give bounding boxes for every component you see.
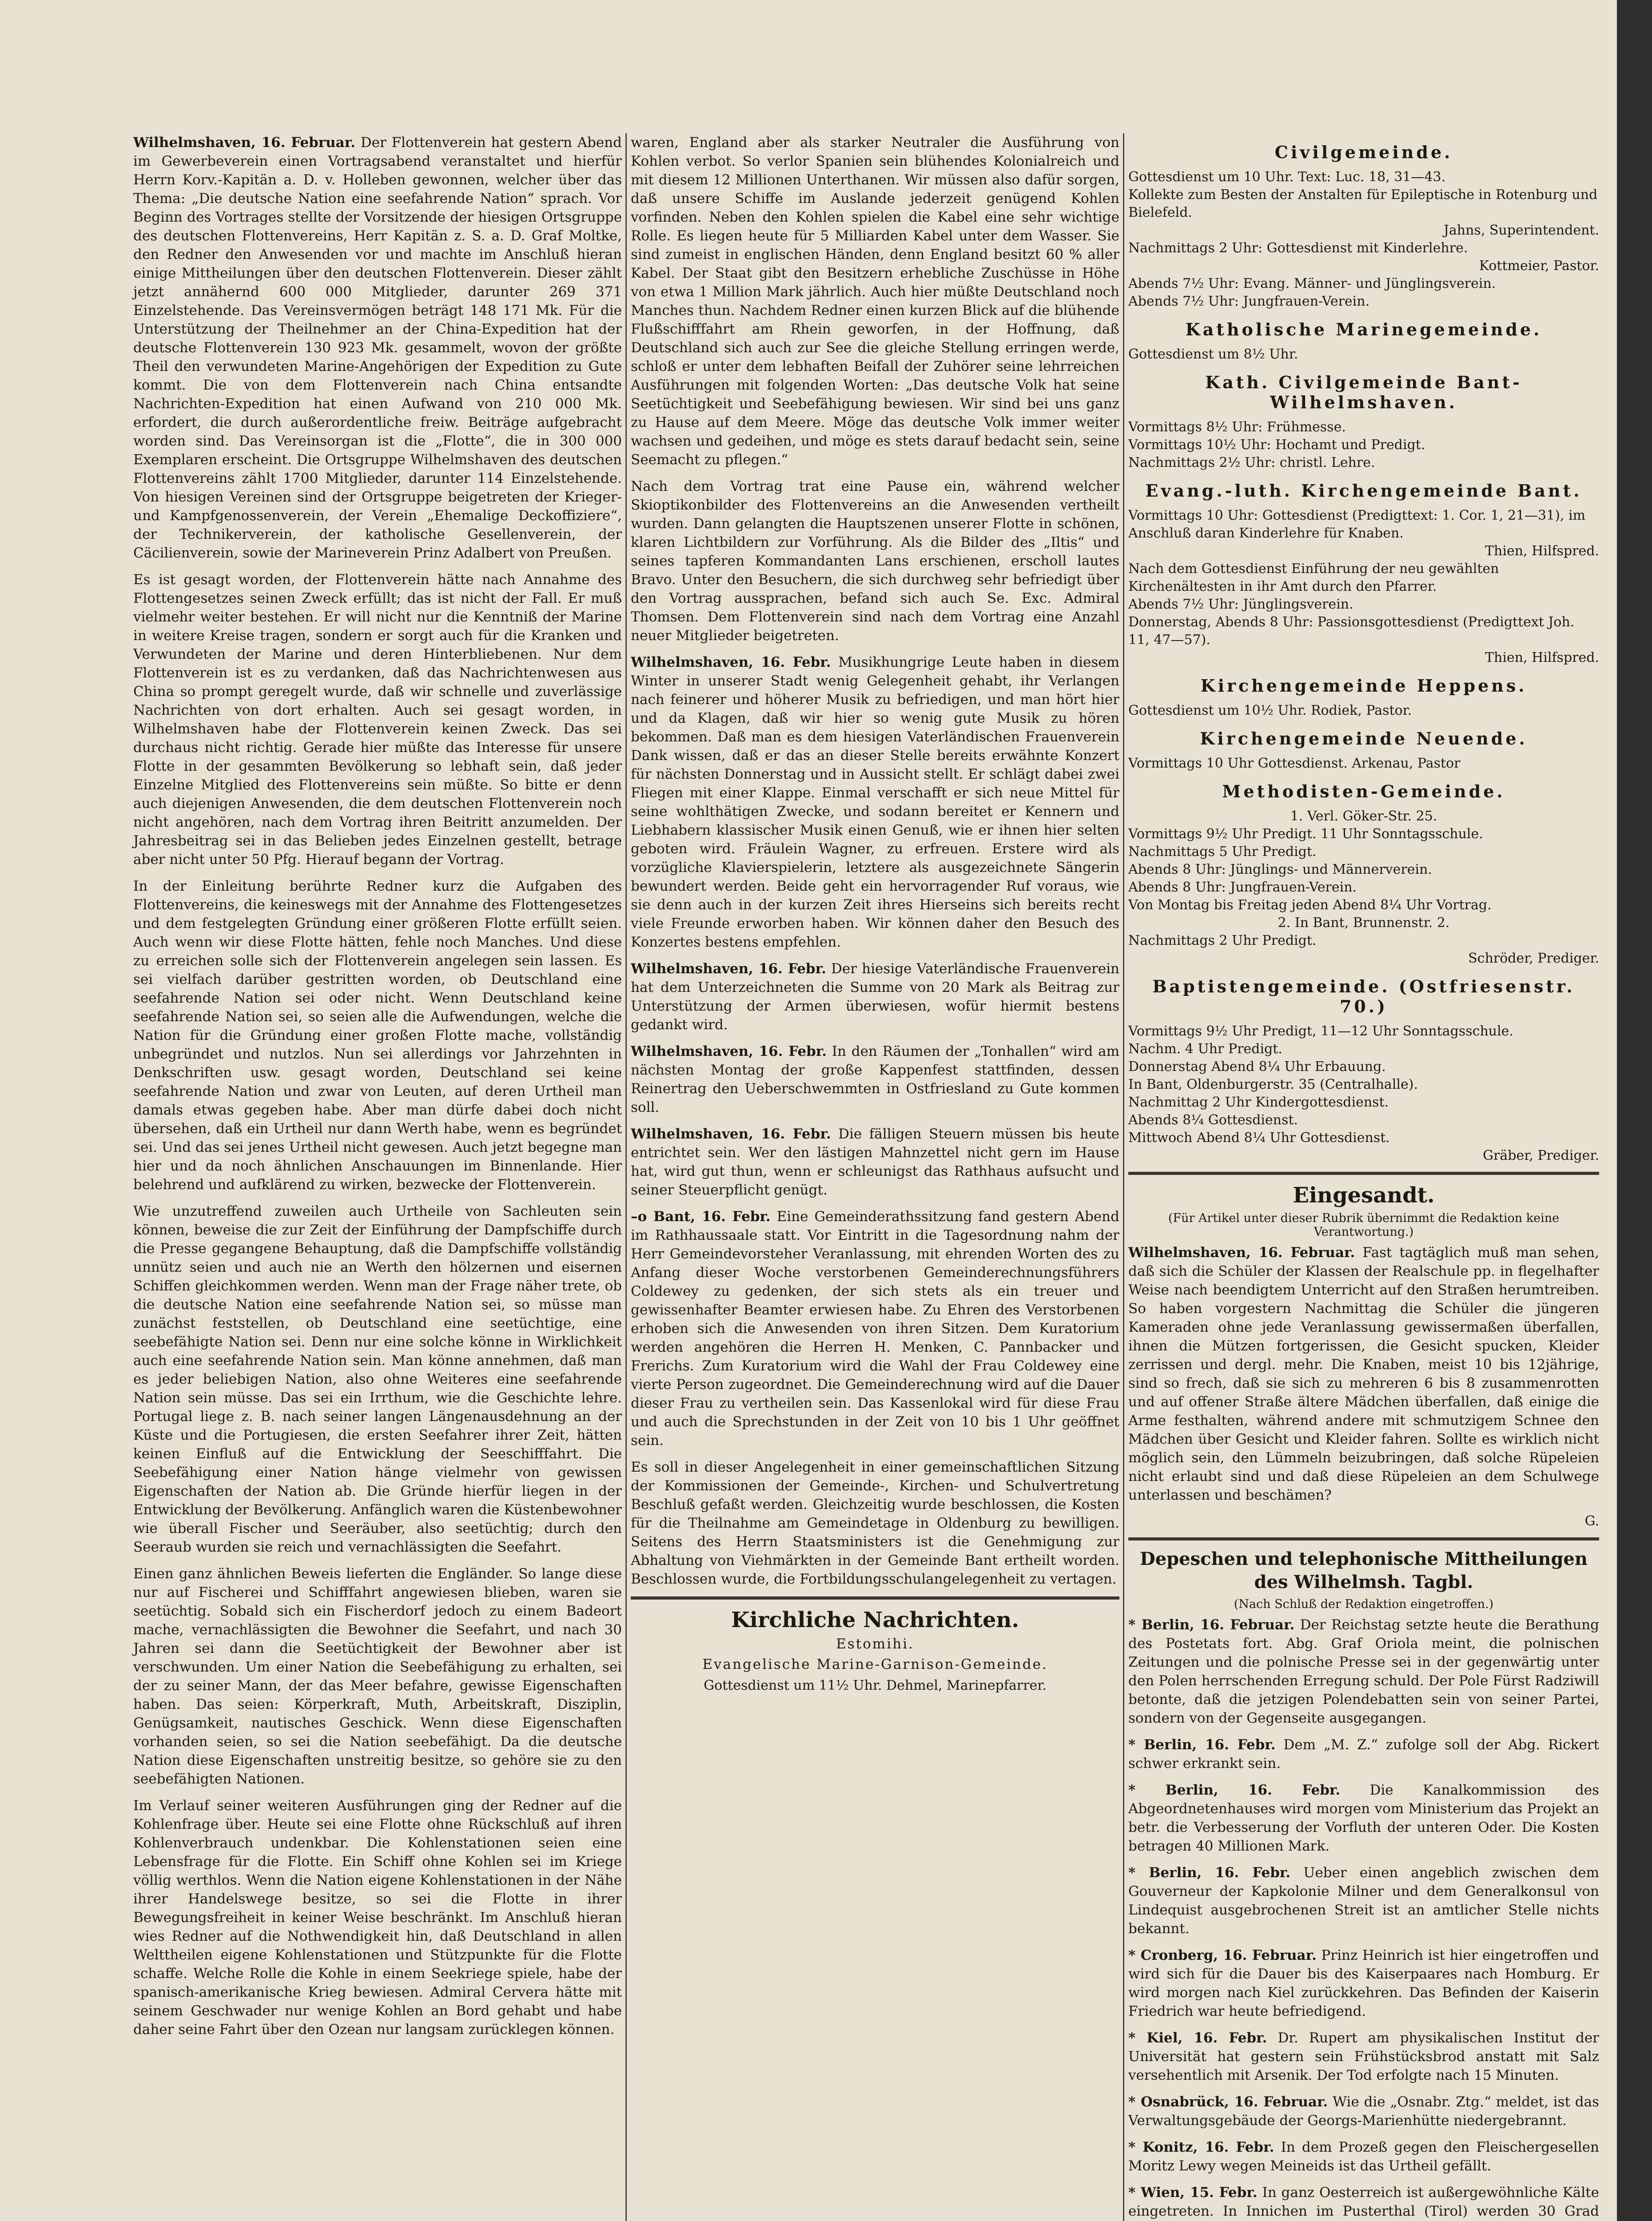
church-service-line: Vormittags 10 Uhr Gottesdienst. Arkenau, Pastor: [1128, 756, 1461, 771]
article-text: Es soll in dieser Angelegenheit in einer gemeinschaftlichen Sitzung der Kommissionen der Gemeinde-, Kirchen- und Schulvertretung Beschluß gefaßt werden. Gleichzeitig wurde beschlossen, die Kosten für die Theilnahme am Gemeindetage in Oldenburg zu bewilligen. Seitens des Herrn Staatsministers ist die Genehmigung zur Abhaltung von Viehmärkten in der Gemeinde Bant ertheilt worden. Beschlossen wurde, die Fortbildungsschulangelegenheit zu vertagen.: [631, 1459, 1119, 1587]
article: [133, 1564, 622, 1788]
church-service-line: 1. Verl. Göker-Str. 25.: [1290, 808, 1437, 824]
dispatch-text: In dem Prozeß gegen den Fleischergesellen Moritz Lewy wegen Meineids ist das Urtheil gefällt.: [1128, 2139, 1600, 2174]
church-services-list: [1128, 142, 1599, 1165]
church-heading: Kath. Civilgemeinde Bant-Wilhelmshaven.: [1205, 372, 1522, 412]
section-divider: [1128, 1172, 1599, 1175]
section-divider: [1128, 1537, 1599, 1540]
article: [631, 477, 1119, 645]
church-service-line: Vormittags 8½ Uhr: Frühmesse.: [1128, 419, 1346, 435]
church-service-line: Abends 7½ Uhr: Jünglingsverein.: [1128, 597, 1353, 612]
church-service-line: Gottesdienst um 8½ Uhr.: [1128, 346, 1298, 362]
article: [133, 1202, 622, 1556]
article-text: Musikhungrige Leute haben in diesem Winter in unserer Stadt wenig Gelegenheit gehabt, ihr Verlangen nach feinerer und höherer Musik zu befriedigen, und man hört hier und da Klagen, daß wir hier so wenig gute Musik zu hören bekommen. Daß man es dem hiesigen Vaterländischen Frauenverein Dank wissen, daß er das an dieser Stelle bereits erwähnte Konzert für nächsten Donnerstag und in Aussicht stellt. Er schlägt dabei zwei Fliegen mit einer Klappe. Einmal verschafft er sich neue Mittel für seine wohlthätigen Zwecke, und sodann bereitet er Kennern und Liebhabern klassischer Musik einen Genuß, wie er ihnen hier selten geboten wird. Fräulein Wagner, zu erfreuen. Erstere wird als vorzügliche Klavierspielerin, letztere als ausgezeichnete Sängerin bewundert werden. Beide geht ein hervorragender Ruf voraus, wie sie denn auch in der kurzen Zeit ihres Hierseins sich bereits recht viele Freunde erworben haben. Wir können daher den Besuch des Konzertes bestens empfehlen.: [631, 654, 1119, 950]
article-text: Fast tagtäglich muß man sehen, daß sich die Schüler der Klassen der Realschule pp. in flegelhafter Weise nach beendigtem Unterricht auf den Straßen herumtreiben. So haben vorgestern Nachmittag die Schüler die jüngeren Kameraden ohne jede Veranlassung gewissermaßen überfallen, ihnen die Mützen fortgerissen, die Gesicht spucken, Kleider zerrissen und dergl. mehr. Die Knaben, meist 10 bis 12jährige, sind so frech, daß sie sich zu mehreren 6 bis 8 zusammenrotten und auf offener Straße ältere Mädchen überfallen, daß einige die Arme festhalten, während andere mit schmutzigem Schnee den Mädchen über Gesicht und Kleider fahren. Sollte es wirklich nicht möglich sein, den Lümmeln beizubringen, daß solche Rüpeleien nicht erlaubt sind und daß diese Rüpeleien an dem Schulwege unterlassen und beschämen?: [1128, 1245, 1599, 1503]
dispatches-section: [1128, 1548, 1599, 2221]
article-text: Die fälligen Steuern müssen bis heute entrichtet sein. Wer den lästigen Mahnzettel nicht gern im Hause hat, wird gut thun, wenn er schleunigst das Rathhaus aufsucht und seiner Steuerpflicht genügt.: [631, 1126, 1119, 1198]
church-service-line: Abends 8 Uhr: Jünglings- und Männerverein.: [1128, 862, 1432, 877]
dispatch-text: Der Reichstag setzte heute die Berathung des Postetats fort. Abg. Graf Oriola meint, die polnischen Zeitungen und die polnische Presse sei in der gegenwärtig unter den Polen herrschenden Erregung schuld. Der Pole Fürst Radziwill betonte, daß die jetzigen Polendebatten sein von seiner Partei, sondern von der Gegenseite ausgegangen.: [1128, 1617, 1599, 1726]
church-service-line: Thien, Hilfspred.: [1485, 650, 1599, 665]
dispatch-text: Wie die „Osnabr. Ztg.“ meldet, ist das Verwaltungsgebäude der Georgs-Marienhütte niedergebrannt.: [1128, 2094, 1600, 2129]
dispatch-item: [1128, 2029, 1599, 2085]
dateline: Wilhelmshaven, 16. Febr.: [631, 961, 826, 977]
article-text: Der hiesige Vaterländische Frauenverein hat dem Unterzeichneten die Summe von 20 Mark als Beitrag zur Unterstützung der Armen überwiesen, wofür hiermit bestens gedankt wird.: [631, 961, 1119, 1033]
church-service-line: Kollekte zum Besten der Anstalten für Epileptische in Rotenburg und Bielefeld.: [1128, 187, 1598, 220]
church-news-line: Gottesdienst um 11½ Uhr. Dehmel, Marinepfarrer.: [704, 1678, 1047, 1693]
eingesandt-title: Eingesandt.: [1293, 1183, 1435, 1208]
church-heading: Evang.-luth. Kirchengemeinde Bant.: [1145, 481, 1582, 501]
church-heading: Civilgemeinde.: [1274, 142, 1453, 162]
article: [631, 133, 1119, 469]
column-rule: [1123, 133, 1124, 2221]
article: [133, 133, 622, 562]
dispatch-text: Dem „M. Z.“ zufolge soll der Abg. Rickert schwer erkrankt sein.: [1128, 1737, 1599, 1771]
church-service-line: Schröder, Prediger.: [1468, 951, 1599, 966]
church-service-line: Abends 8 Uhr: Jungfrauen-Verein.: [1128, 880, 1357, 895]
church-news-section: [631, 1608, 1119, 1695]
column-3: [1128, 133, 1599, 2221]
dispatch-text: Die Kanalkommission des Abgeordnetenhauses wird morgen vom Ministerium das Projekt an betr. die Verbesserung der Vorfluth der unteren Oder. Die Kosten betragen 40 Millionen Mark.: [1128, 1782, 1599, 1854]
dispatch-text: In ganz Oesterreich ist außergewöhnliche Kälte eingetreten. In Innichen im Pusterthal (Tirol) werden 30 Grad: [1128, 2185, 1599, 2219]
article: [631, 1125, 1119, 1199]
church-heading: Kirchengemeinde Neuende.: [1200, 728, 1528, 748]
article-text: Der Flottenverein hat gestern Abend im Gewerbeverein einen Vortragsabend veranstaltet und hierfür Herrn Korv.-Kapitän a. D. v. Holleben gewonnen, welcher über das Thema: „Die deutsche Nation eine seefahrende Nation“ sprach. Vor Beginn des Vortrages stellte der Vorsitzende der hiesigen Ortsgruppe des deutschen Flottenvereins, Herr Kapitän z. S. a. D. Graf Moltke, den Redner den Anwesenden vor und machte im Anschluß hieran einige Mittheilungen über den deutschen Flottenverein. Dieser zählt jetzt annähernd 600 000 Mitglieder, darunter 269 371 Einzelstehende. Das Vereinsvermögen beträgt 148 171 Mk. Für die Unterstützung der Theilnehmer an der China-Expedition hat der deutsche Flottenverein 130 923 Mk. gesammelt, wovon der größte Theil den verwundeten Marine-Angehörigen der Expedition zu Gute kommt. Die von dem Flottenverein nach China entsandte Nachrichten-Expedition hat einen Aufwand von 210 000 Mk. erfordert, die durch außerordentliche freiw. Beiträge aufgebracht worden sind. Das Vereinsorgan ist die „Flotte“, die in 300 000 Exemplaren erscheint. Die Ortsgruppe Wilhelmshaven des deutschen Flottenvereins zählt 1700 Mitglieder, darunter 114 Einzelstehende. Von hiesigen Vereinen sind der Ortsgruppe beigetreten der Krieger- und Kampfgenossenverein, der Verein „Ehemalige Deckoffiziere“, der Technikerverein, der katholische Gesellenverein, der Cäcilienverein, sowie der Marineverein Prinz Adalbert von Preußen.: [133, 135, 622, 561]
article: [631, 1207, 1119, 1450]
dispatch-item: [1128, 1863, 1599, 1938]
dispatch-item: [1128, 1781, 1599, 1855]
church-heading: Baptistengemeinde. (Ostfriesenstr. 70.): [1152, 976, 1575, 1016]
dateline: * Kiel, 16. Febr.: [1128, 2030, 1267, 2046]
dateline: * Konitz, 16. Febr.: [1128, 2139, 1274, 2155]
dispatch-item: [1128, 1946, 1599, 2021]
church-news-line: Evangelische Marine-Garnison-Gemeinde.: [702, 1656, 1048, 1672]
church-service-line: Abends 7½ Uhr: Jungfrauen-Verein.: [1128, 294, 1370, 309]
article-text: Es ist gesagt worden, der Flottenverein hätte nach Annahme des Flottengesetzes seinen Zweck erfüllt; das ist nicht der Fall. Er muß vielmehr weiter bestehen. Er will nicht nur die Kenntniß der Marine in weitere Kreise tragen, sondern er sorgt auch für die Kranken und Verwundeten der Marine und deren Hinterbliebenen. Nur dem Flottenverein ist es zu verdanken, daß das Nachrichtenwesen aus China so prompt geregelt wurde, daß wir schnelle und zuverlässige Nachrichten von dort erhalten. Auch sei gesagt worden, in Wilhelmshaven habe der Flottenverein keinen Zweck. Das sei durchaus nicht richtig. Gerade hier müßte das Interesse für unsere Flotte in der gesammten Bevölkerung so lebhaft sein, daß jeder Einzelne Mitglied des Flottenvereins sein müßte. So bitte er denn auch diejenigen Anwesenden, die dem deutschen Flottenverein noch nicht angehören, nach dem Vortrag ihren Beitritt anzumelden. Der Jahresbeitrag sei in das Belieben jedes Einzelnen gestellt, betrage aber nicht unter 50 Pfg. Hierauf begann der Vortrag.: [133, 572, 622, 868]
article: [133, 877, 622, 1194]
church-service-line: Vormittags 10 Uhr: Gottesdienst (Predigttext: 1. Cor. 1, 21—31), im Anschluß daran Kinderlehre für Knaben.: [1128, 508, 1586, 541]
church-heading: Methodisten-Gemeinde.: [1222, 781, 1505, 801]
dateline: * Berlin, 16. Febr.: [1128, 1782, 1341, 1798]
church-heading: Kirchengemeinde Heppens.: [1200, 676, 1527, 696]
church-service-line: Vormittags 9½ Uhr Predigt, 11—12 Uhr Sonntagsschule.: [1128, 1023, 1513, 1039]
church-service-line: Abends 8¼ Gottesdienst.: [1128, 1112, 1298, 1128]
dateline: * Osnabrück, 16. Februar.: [1128, 2094, 1328, 2110]
church-service-line: Vormittags 9½ Uhr Predigt. 11 Uhr Sonntagsschule.: [1128, 826, 1483, 842]
church-service-line: Vormittags 10½ Uhr: Hochamt und Predigt.: [1128, 437, 1425, 453]
church-service-line: Nachmittags 5 Uhr Predigt.: [1128, 844, 1317, 860]
dateline: Wilhelmshaven, 16. Febr.: [631, 1126, 831, 1142]
church-service-line: Nachmittags 2 Uhr: Gottesdienst mit Kinderlehre.: [1128, 240, 1468, 256]
church-service-line: 2. In Bant, Brunnenstr. 2.: [1278, 915, 1450, 931]
article-text: Eine Gemeinderathssitzung fand gestern Abend im Rathhaussaale statt. Vor Eintritt in die Tagesordnung nahm der Herr Gemeindevorsteher Veranlassung, mit ehrenden Worten des zu Anfang dieser Woche verstorbenen Gemeinderechnungsführers Coldewey zu gedenken, der sich stets als ein treuer und gewissenhafter Beamter erwiesen habe. Zu Ehren des Verstorbenen erhoben sich die Anwesenden von ihren Sitzen. Dem Kuratorium werden angehören die Herren H. Menken, C. Pannbacker und Frerichs. Zum Kuratorium wird die Wahl der Frau Coldewey eine vierte Person zugeordnet. Die Gemeinderechnung wird auf die Dauer dieser Frau zu vertheilen sein. Das Kassenlokal wird für diese Frau und auch die Sprechstunden in der Zeit von 10 bis 1 Uhr geöffnet sein.: [631, 1209, 1119, 1449]
article-text: In der Einleitung berührte Redner kurz die Aufgaben des Flottenvereins, die keineswegs mit der Annahme des Flottengesetzes und dem festgelegten Gründung einer größeren Flotte erfüllt seien. Auch wenn wir diese Flotte hätten, fehle noch Manches. Und diese zu erreichen solle sich der Flottenverein angelegen sein lassen. Es sei vielfach darüber gestritten worden, ob Deutschland eine seefahrende Nation sei oder nicht. Wenn Deutschland keine seefahrende Nation sei, so seien alle die Aufwendungen, welche die Nation für die Gründung einer großen Flotte mache, vollständig unbegründet und nutzlos. Nun sei allerdings vor Jahrzehnten in Denkschriften usw. gesagt worden, Deutschland sei keine seefahrende Nation und zwar von Leuten, auf deren Urtheil man damals etwas gegeben habe. Aber man dürfe dabei doch nicht übersehen, daß ein Urtheil nur dann Werth habe, wenn es begründet sei. Und das sei jenes Urtheil nicht gewesen. Auch jetzt begegne man hier und da noch ähnlichen Anschauungen im Binnenlande. Hier belehrend und aufklärend zu wirken, bezwecke der Flottenverein.: [133, 878, 622, 1193]
dateline: * Wien, 15. Febr.: [1128, 2185, 1258, 2201]
church-service-line: Thien, Hilfspred.: [1485, 543, 1599, 559]
dateline: * Cronberg, 16. Februar.: [1128, 1947, 1317, 1963]
dispatch-item: [1128, 2183, 1599, 2221]
dispatch-item: [1128, 2093, 1599, 2130]
article-text: Einen ganz ähnlichen Beweis lieferten die Engländer. So lange diese nur auf Fischerei und Schifffahrt angewiesen blieben, waren sie seetüchtig. Sobald sich ein Fischerdorf jedoch zu einem Badeort mache, vernachlässigten die Bewohner die Seefahrt, und nach 30 Jahren sei dann die Seetüchtigkeit der Bewohner aber ist verschwunden. Um einer Nation die Seebefähigung zu erhalten, sei der zu seiner Mann, der das Meer befahre, gewisse Eigenschaften haben. Das seien: Körperkraft, Muth, Arbeitskraft, Disziplin, Genügsamkeit, nautisches Geschick. Wenn diese Eigenschaften vorhanden seien, so sei die Nation seebefähigt. Da die deutsche Nation diese Eigenschaften unstreitig besitze, so gehöre sie zu den seebefähigten Nationen.: [133, 1566, 622, 1787]
eingesandt-article: [1128, 1243, 1599, 1505]
article: [631, 653, 1119, 951]
church-service-line: Gottesdienst um 10 Uhr. Text: Luc. 18, 31—43.: [1128, 169, 1446, 185]
article: [631, 1042, 1119, 1117]
article-text: Nach dem Vortrag trat eine Pause ein, während welcher Skioptikonbilder des Flottenvereins an die Anwesenden vertheilt wurden. Dann gelangten die Hauptszenen unserer Flotte in schönen, klaren Lichtbildern zur Vorführung. Als die Bilder des „Iltis“ und seines tapferen Kommandanten Lans erschienen, erscholl lautes Bravo. Unter den Besuchern, die sich durchweg sehr befriedigt über den Vortrag aussprachen, befand sich auch Se. Exc. Admiral Thomsen. Dem Flottenverein sind nach dem Vortrag eine Anzahl neuer Mitglieder beigetreten.: [631, 478, 1119, 644]
article-text: Im Verlauf seiner weiteren Ausführungen ging der Redner auf die Kohlenfrage über. Heute sei eine Flotte ohne Rückschluß auf ihren Kohlenverbrauch undenkbar. Die Kohlenstationen seien eine Lebensfrage für die Flotte. Ein Schiff ohne Kohlen sei im Kriege völlig werthlos. Wenn die Nation eigene Kohlenstationen in der Nähe ihrer Handelswege besitze, so sei die Flotte in ihrer Bewegungsfreiheit in keiner Weise beschränkt. Im Anschluß hieran wies Redner auf die Nothwendigkeit hin, daß Deutschland in allen Welttheilen eigene Kohlenstationen und Stützpunkte für die Flotte schaffe. Welche Rolle die Kohle in einem Seekriege spiele, habe der spanisch-amerikanische Krieg bewiesen. Admiral Cervera hätte mit seinem Geschwader nur wenige Kohlen an Bord gehabt und habe daher seine Fahrt über den Ozean nur langsam zurücklegen können.: [133, 1798, 622, 2038]
church-service-line: Jahns, Superintendent.: [1443, 223, 1599, 238]
dateline: * Berlin, 16. Februar.: [1128, 1617, 1295, 1633]
dispatches-title: Depeschen und telephonische Mittheilungen des Wilhelmsh. Tagbl.: [1140, 1548, 1588, 1592]
scan-border: [1617, 0, 1652, 2221]
church-service-line: Donnerstag Abend 8¼ Uhr Erbauung.: [1128, 1059, 1386, 1075]
article: [631, 1458, 1119, 1588]
church-heading: Katholische Marinegemeinde.: [1185, 319, 1542, 339]
church-service-line: Nach dem Gottesdienst Einführung der neu gewählten Kirchenältesten in ihr Amt durch den Pfarrer.: [1128, 561, 1499, 594]
dateline: Wilhelmshaven, 16. Febr.: [631, 1043, 827, 1059]
dispatch-item: [1128, 1735, 1599, 1773]
dateline: –o Bant, 16. Febr.: [631, 1209, 771, 1225]
dateline: * Berlin, 16. Febr.: [1128, 1865, 1291, 1881]
church-service-line: In Bant, Oldenburgerstr. 35 (Centralhalle).: [1128, 1077, 1418, 1092]
article-text: waren, England aber als starker Neutraler die Ausführung von Kohlen verbot. So verlor Spanien sein blühendes Kolonialreich und mit diesem 12 Millionen Unterthanen. Wir müssen also dafür sorgen, daß unsere Schiffe im Auslande jederzeit genügend Kohlen vorfinden. Neben den Kohlen spielen die Kabel eine sehr wichtige Rolle. Es liegen heute für 5 Milliarden Kabel unter dem Wasser. Sie sind zumeist in englischen Händen, denn England besitzt 60 % aller Kabel. Der Staat gibt den Besitzern erhebliche Zuschüsse in Höhe von etwa 1 Million Mark jährlich. Auch hier müßte Deutschland noch Manches thun. Nachdem Redner einen kurzen Blick auf die blühende Flußschifffahrt am Rhein geworfen, in der Hoffnung, daß Deutschland sich auch zur See die gleiche Stellung erringen werde, schloß er unter dem lebhaften Beifall der Zuhörer seine lehrreichen Ausführungen mit folgenden Worten: „Das deutsche Volk hat seine Seetüchtigkeit und Seebefähigung bewiesen. Wir sind bei uns ganz zu Hause auf dem Meere. Möge das deutsche Volk immer weiter wachsen und gedeihen, und möge es stets darauf bedacht sein, seine Seemacht zu pflegen.“: [631, 135, 1119, 468]
dateline: Wilhelmshaven, 16. Febr.: [631, 654, 831, 670]
dispatch-text: Prinz Heinrich ist hier eingetroffen und wird sich für die Dauer bis des Kaiserpaares nach Homburg. Er wird morgen nach Kiel zurückkehren. Das Befinden der Kaiserin Friedrich war heute befriedigend.: [1128, 1947, 1600, 2019]
church-service-line: Gräber, Prediger.: [1483, 1148, 1599, 1163]
column-1: [133, 133, 622, 2047]
dispatches-note: (Nach Schluß der Redaktion eingetroffen.): [1234, 1597, 1494, 1611]
church-service-line: Nachmittag 2 Uhr Kindergottesdienst.: [1128, 1095, 1389, 1110]
article-text: Wie unzutreffend zuweilen auch Urtheile von Sachleuten sein können, beweise die zur Zeit der Einführung der Dampfschiffe durch die Presse gegangene Behauptung, daß die Dampfschiffe vollständig unnütz seien und auch nie an Werth den hölzernen und eisernen Schiffen gleichkommen werden. Wenn man der Frage näher trete, ob die deutsche Nation eine seefahrende Nation sei, so müsse man zunächst feststellen, ob Deutschland eine seetüchtige, eine seebefähigte Nation sei. Denn nur eine solche könne in Wirklichkeit auch eine seefahrende Nation sein. Man könne annehmen, daß man es jeder beliebigen Nation, also ohne Weiteres eine seefahrende Nation sein müsse. Das sei ein Irrthum, wie die Geschichte lehre. Portugal liege z. B. nach seiner langen Längenausdehnung an der Küste und die Portugiesen, die ersten Seefahrer ihrer Zeit, hätten keinen Einfluß auf die Entwicklung der Seeschifffahrt. Die Seebefähigung einer Nation hänge vielmehr von gewissen Eigenschaften der Nation ab. Die Gründe hierfür liegen in der Entwicklung der Bevölkerung. Anfänglich waren die Küstenbewohner wie überall Fischer und Seeräuber, also seetüchtig; durch den Seeraub wurden sie reich und vernachlässigten die Seefahrt.: [133, 1203, 622, 1555]
article: [133, 1796, 622, 2039]
dateline: Wilhelmshaven, 16. Februar.: [1128, 1245, 1355, 1261]
church-service-line: Nachmittags 2½ Uhr: christl. Lehre.: [1128, 455, 1375, 470]
eingesandt-note: (Für Artikel unter dieser Rubrik übernimmt die Redaktion keine Verantwortung.): [1168, 1211, 1560, 1239]
signature: G.: [1584, 1513, 1599, 1529]
article: [631, 959, 1119, 1034]
dateline: Wilhelmshaven, 16. Februar.: [133, 135, 356, 151]
eingesandt-section: [1128, 1183, 1599, 1530]
article-text: In den Räumen der „Tonhallen“ wird am nächsten Montag der große Kappenfest stattfinden, dessen Reinertrag den Ueberschwemmten in Ostfriesland zu Gute kommen soll.: [631, 1043, 1119, 1115]
church-service-line: Abends 7½ Uhr: Evang. Männer- und Jünglingsverein.: [1128, 276, 1496, 291]
dispatch-item: [1128, 1616, 1599, 1727]
article: [133, 570, 622, 869]
dispatch-text: Ueber einen angeblich zwischen dem Gouverneur der Kapkolonie Milner und dem Generalkonsul von Lindequist ausgebrochenen Streit ist an amtlicher Stelle nichts bekannt.: [1128, 1865, 1599, 1937]
dispatch-text: Dr. Rupert am physikalischen Institut der Universität hat gestern sein Frühstücksbrod anstatt mit Salz versehentlich mit Arsenik. Der Tod erfolgte nach 15 Minuten.: [1128, 2030, 1599, 2083]
church-service-line: Mittwoch Abend 8¼ Uhr Gottesdienst.: [1128, 1130, 1390, 1146]
church-news-subtitle: Estomihi.: [836, 1636, 914, 1652]
church-service-line: Von Montag bis Freitag jeden Abend 8¼ Uhr Vortrag.: [1128, 897, 1492, 913]
church-service-line: Gottesdienst um 10½ Uhr. Rodiek, Pastor.: [1128, 703, 1412, 718]
column-2: [631, 133, 1119, 1695]
church-service-line: Kottmeier, Pastor.: [1479, 258, 1599, 274]
church-service-line: Nachm. 4 Uhr Predigt.: [1128, 1041, 1282, 1057]
dispatch-item: [1128, 2138, 1599, 2175]
church-news-title: Kirchliche Nachrichten.: [731, 1608, 1019, 1632]
church-service-line: Nachmittags 2 Uhr Predigt.: [1128, 933, 1317, 948]
church-service-line: Donnerstag, Abends 8 Uhr: Passionsgottesdienst (Predigttext Joh. 11, 47—57).: [1128, 614, 1575, 648]
section-divider: [631, 1596, 1119, 1600]
column-rule: [625, 133, 627, 2221]
dateline: * Berlin, 16. Febr.: [1128, 1737, 1276, 1753]
